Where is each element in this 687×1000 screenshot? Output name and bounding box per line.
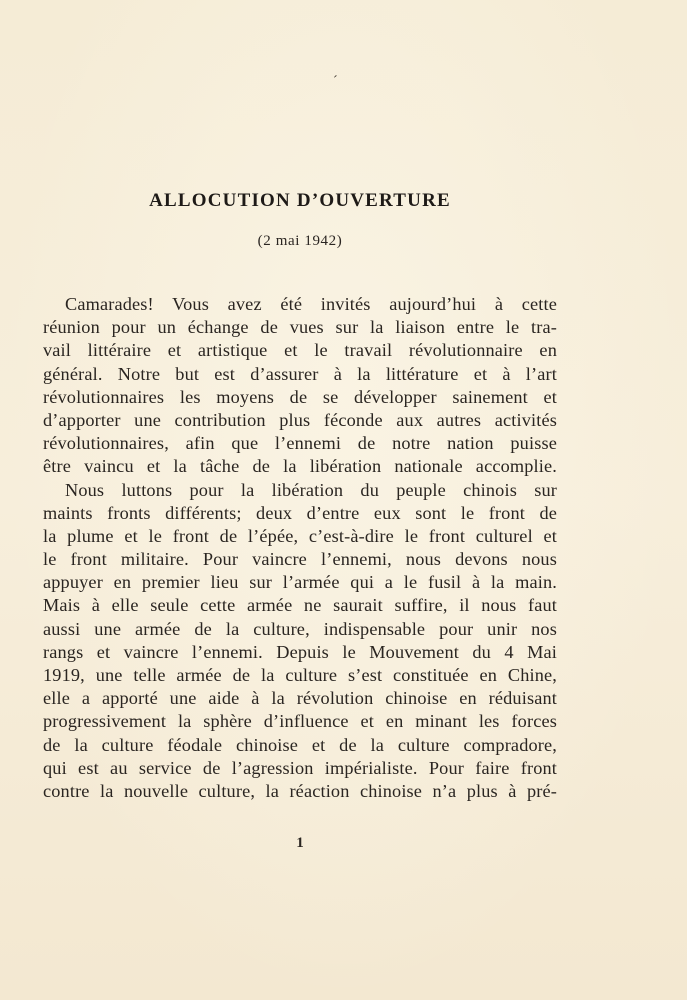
text-line: 1919, une telle armée de la culture s’est constituée en Chine, (43, 665, 557, 685)
page-title: ALLOCUTION D’OUVERTURE (149, 190, 451, 211)
speech-date: (2 mai 1942) (257, 233, 343, 249)
text-line: réunion pour un échange de vues sur la liaison entre le tra- (43, 317, 557, 338)
paragraph-1 (43, 293, 557, 479)
text-line: le front militaire. Pour vaincre l’ennemi, nous devons nous (43, 549, 557, 570)
text-line: vail littéraire et artistique et le travail révolutionnaire en (43, 340, 557, 361)
text-line: révolutionnaires les moyens de se développer sainement et (43, 386, 557, 407)
text-line: Camarades! Vous avez été invités aujourd’hui à cette (65, 294, 557, 314)
text-line: elle a apporté une aide à la révolution chinoise en réduisant (43, 688, 557, 709)
text-line: révolutionnaires, afin que l’ennemi de notre nation puisse (43, 433, 557, 454)
body-text (43, 293, 557, 803)
text-line: aussi une armée de la culture, indispensable pour unir nos (43, 618, 557, 639)
text-line: maints fronts différents; deux d’entre eux sont le front de (43, 502, 557, 523)
text-line: appuyer en premier lieu sur l’armée qui a le fusil à la main. (43, 572, 557, 593)
text-line: progressivement la sphère d’influence et en minant les forces (43, 711, 557, 732)
text-line: Nous luttons pour la libération du peuple chinois sur (65, 479, 557, 500)
paragraph-2 (43, 479, 557, 804)
pencil-mark: ´ (333, 74, 338, 89)
text-line: rangs et vaincre l’ennemi. Depuis le Mouvement du 4 Mai (43, 641, 557, 662)
text-line: général. Notre but est d’assurer à la littérature et à l’art (43, 363, 557, 384)
text-line: contre la nouvelle culture, la réaction chinoise n’a plus à pré- (43, 780, 557, 801)
page-number: 1 (296, 835, 304, 851)
text-line: qui est au service de l’agression impérialiste. Pour faire front (43, 757, 557, 778)
text-line: être vaincu et la tâche de la libération nationale accomplie. (43, 456, 557, 477)
text-line: de la culture féodale chinoise et de la culture compradore, (43, 734, 557, 755)
text-line: Mais à elle seule cette armée ne saurait suffire, il nous faut (43, 595, 557, 616)
text-line: la plume et le front de l’épée, c’est-à-dire le front culturel et (43, 525, 557, 546)
text-line: d’apporter une contribution plus féconde aux autres activités (43, 409, 557, 430)
